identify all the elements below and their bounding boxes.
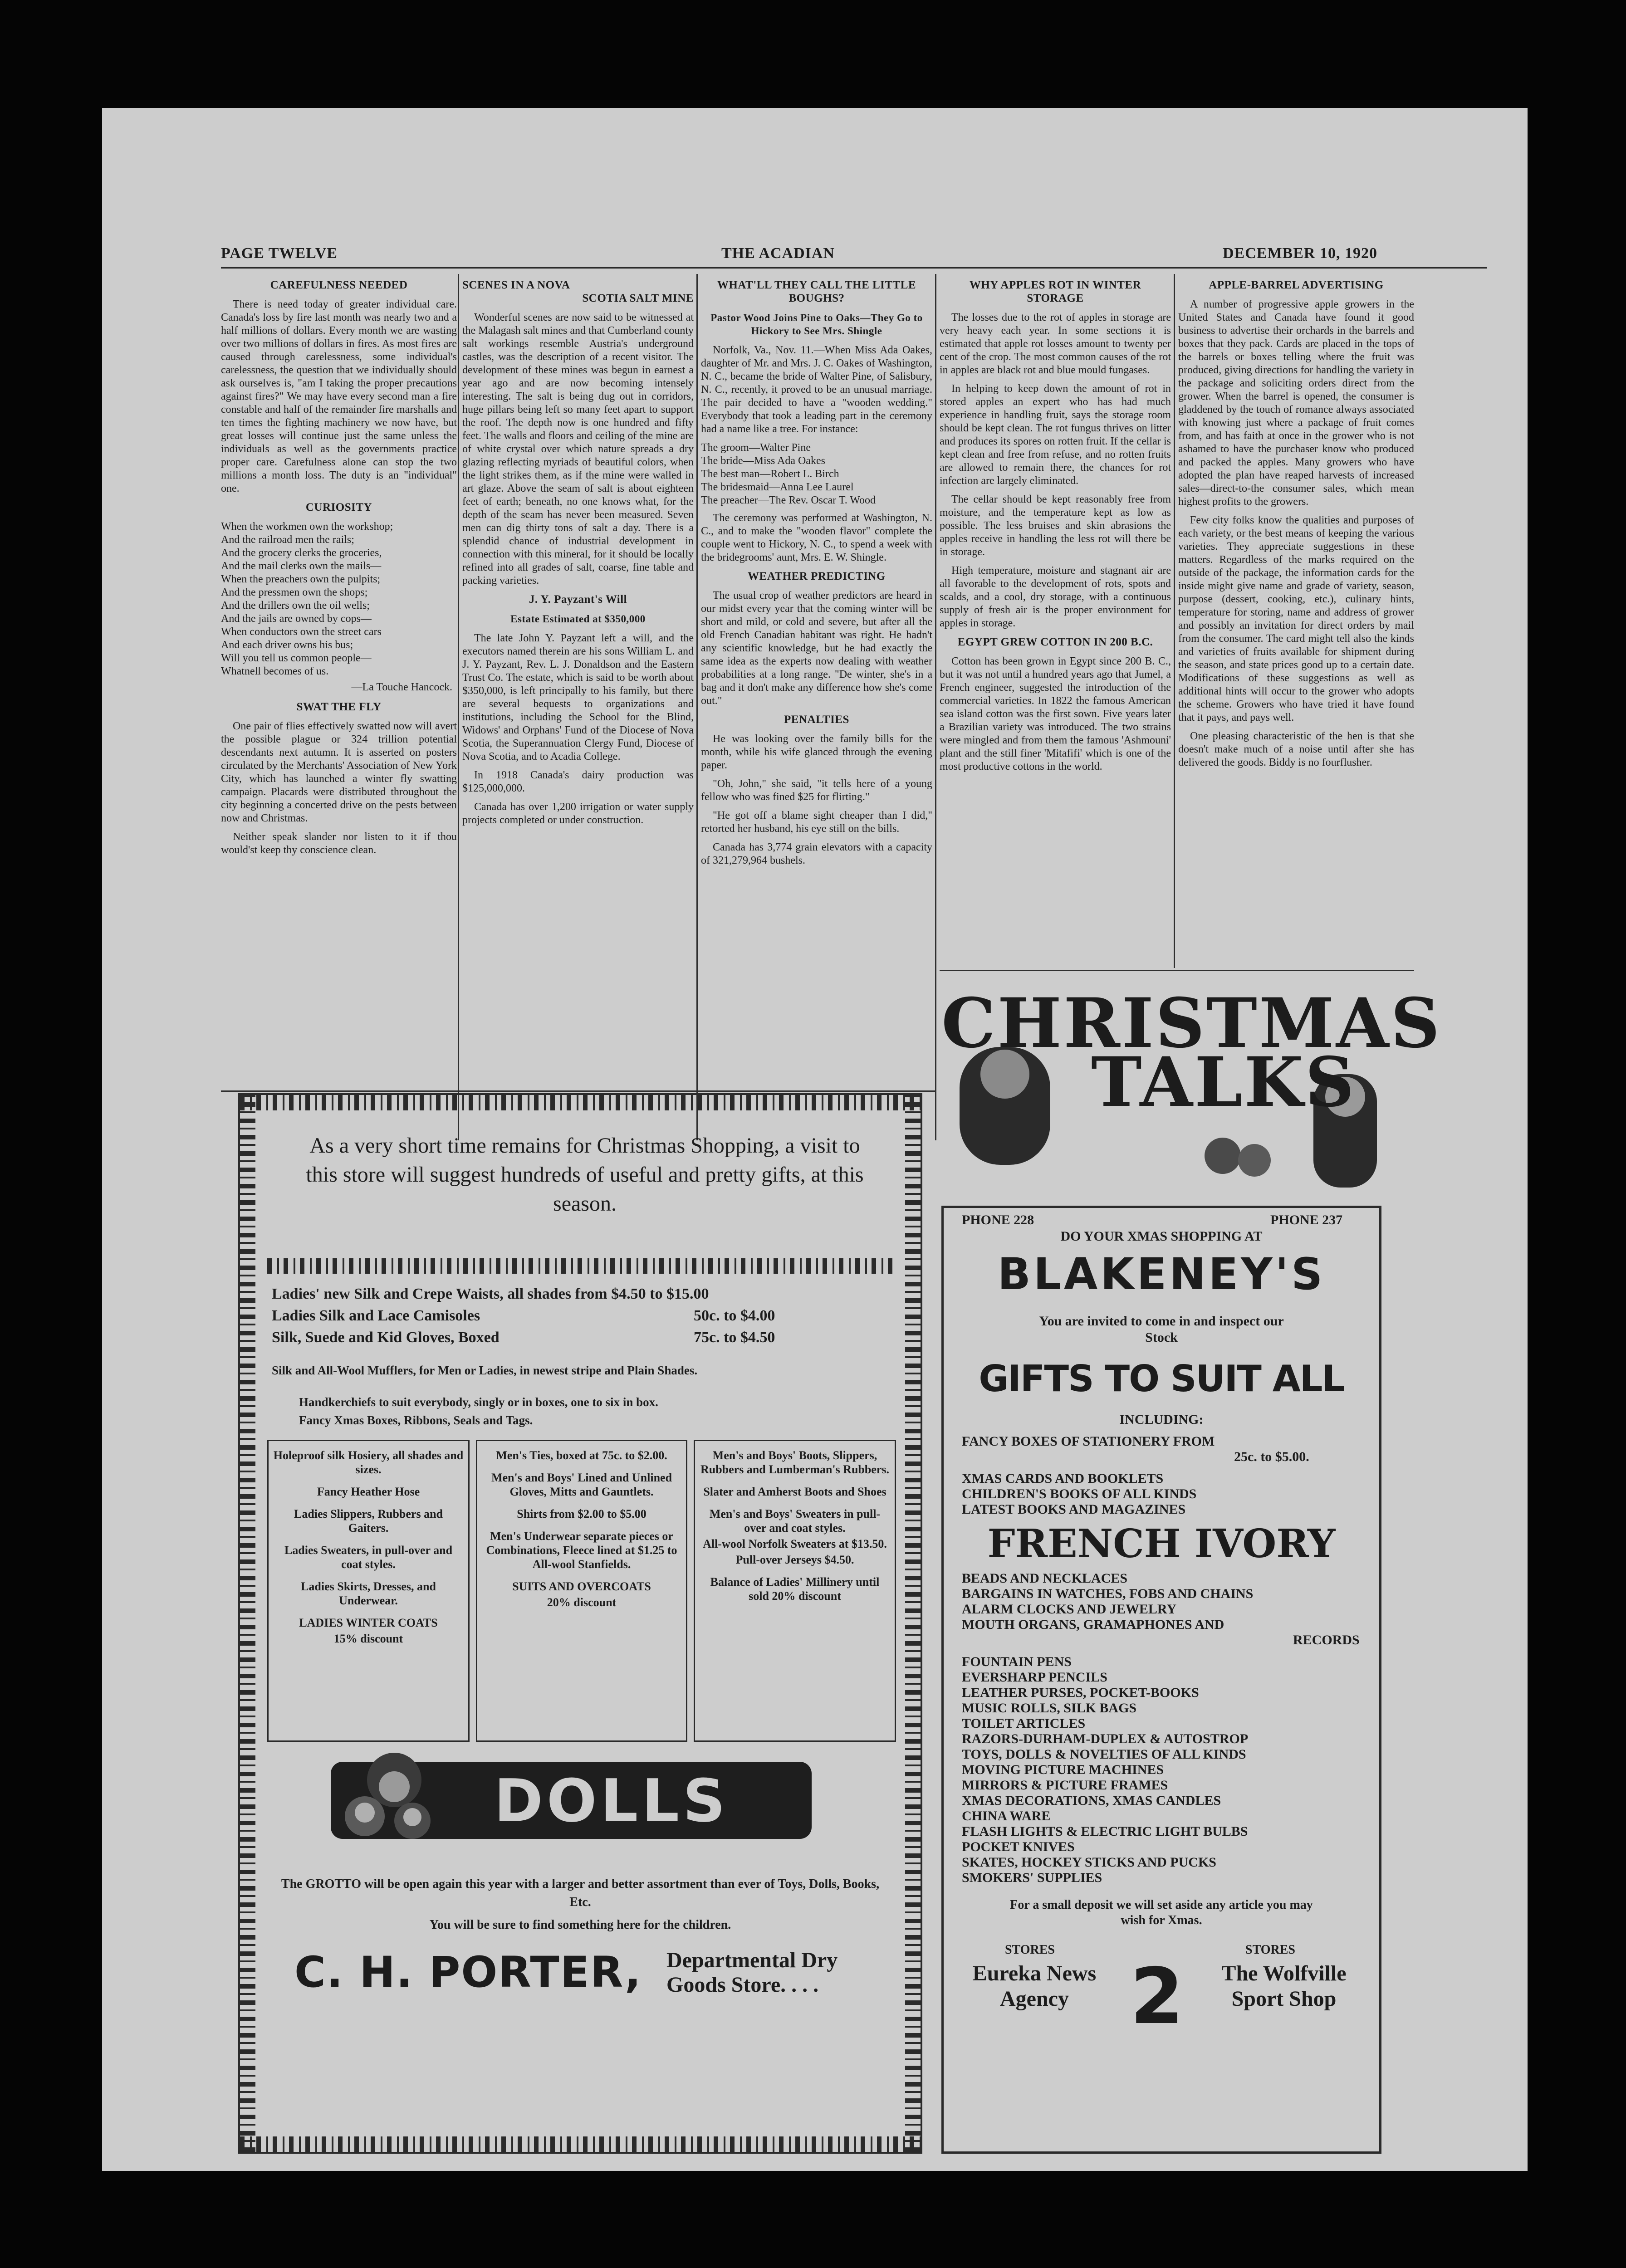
list-item: CHILDREN'S BOOKS OF ALL KINDS <box>962 1486 1197 1501</box>
issue-date: DECEMBER 10, 1920 <box>1223 245 1377 262</box>
stationery-price: 25c. to $5.00. <box>1234 1449 1309 1464</box>
headline-egypt-cotton: EGYPT GREW COTTON IN 200 B.C. <box>957 636 1153 648</box>
porter-item: Men's Underwear separate pieces or Combinations, Fleece lined at $1.25 to All-wool Stanfields. <box>486 1530 677 1571</box>
poem-line: And the railroad men the rails; <box>221 534 354 546</box>
porter-item: SUITS AND OVERCOATS <box>512 1580 651 1593</box>
subhead-wooden-wedding: Pastor Wood Joins Pine to Oaks—They Go to Hickory to See Mrs. Shingle <box>710 312 923 337</box>
list-item: RAZORS-DURHAM-DUPLEX & AUTOSTROP <box>962 1731 1249 1746</box>
list-item: LEATHER PURSES, POCKET-BOOKS <box>962 1685 1199 1700</box>
masthead: THE ACADIAN <box>721 245 835 262</box>
two-stores-number: 2 <box>1130 1952 1184 2042</box>
column-2 <box>462 274 694 1145</box>
headline-swat-the-fly: SWAT THE FLY <box>296 701 382 713</box>
headline-penalties: PENALTIES <box>784 714 849 726</box>
porter-handkerchiefs: Handkerchiefs to suit everybody, singly or in boxes, one to six in box. <box>299 1395 658 1409</box>
stationery-line: FANCY BOXES OF STATIONERY FROM <box>962 1434 1215 1449</box>
poem-line: When conductors own the street cars <box>221 626 382 638</box>
border-fret <box>267 1258 893 1274</box>
article-weather: The usual crop of weather predictors are heard in our midst every year that the coming winter will be short and mild, or cold and severe, but after all the old French Canadian habitant was right. He hadn't any scientific knowledge, but he had exactly the same idea as the experts now dealing with weather probabilities at a long range. "De winter, she's in a bag and it don't make any difference how she's come out." <box>701 590 932 707</box>
poem-line: Will you tell us common people— <box>221 652 372 664</box>
list-item: MOVING PICTURE MACHINES <box>962 1762 1164 1777</box>
porter-grotto: The GROTTO will be open again this year with a larger and better assortment than ever of Toys, Dolls, Books, Etc. <box>281 1877 880 1909</box>
poem-line: And the pressmen own the shops; <box>221 587 368 598</box>
ad-separator <box>221 1090 935 1092</box>
filler-grain-elevators: Canada has 3,774 grain elevators with a capacity of 321,279,964 bushels. <box>701 841 932 866</box>
border-fret <box>240 1095 255 2152</box>
poem-line: And the drillers own the oil wells; <box>221 600 370 611</box>
list-item: BARGAINS IN WATCHES, FOBS AND CHAINS <box>962 1586 1254 1601</box>
poem-line: When the preachers own the pulpits; <box>221 573 381 585</box>
list-item: MIRRORS & PICTURE FRAMES <box>962 1778 1168 1793</box>
headline-salt-mine-2: SCOTIA SALT MINE <box>582 292 694 304</box>
porter-item: Holeproof silk Hosiery, all shades and sizes. <box>273 1449 464 1476</box>
page-number: PAGE TWELVE <box>221 245 338 262</box>
headline-apple-barrel: APPLE-BARREL ADVERTISING <box>1209 279 1384 291</box>
porter-footwear-box <box>694 1440 896 1742</box>
poem-line: And the jails are owned by cops— <box>221 613 372 625</box>
column-divider <box>935 274 936 1140</box>
poem-line: And the grocery clerks the groceries, <box>221 547 382 559</box>
filler-irrigation: Canada has over 1,200 irrigation or water supply projects completed or under construction. <box>462 801 694 826</box>
porter-item: Shirts from $2.00 to $5.00 <box>517 1507 646 1520</box>
poem-line: And each driver owns his bus; <box>221 639 353 651</box>
porter-mufflers: Silk and All-Wool Mufflers, for Men or Ladies, in newest stripe and Plain Shades. <box>272 1364 698 1377</box>
column-5 <box>1178 274 1414 968</box>
article-apples-rot-2: In helping to keep down the amount of rot in stored apples an expert who has had much experience in handling fruit, says the storage room should be kept clean. The rot fungus thrives on litter and produces its spores on rotten fruit. If the cellar is kept clean and free from refuse, and no rotten fruits are allowed to remain there, the chances for rot infection are largely eliminated. <box>940 383 1171 487</box>
list-item: LATEST BOOKS AND MAGAZINES <box>962 1502 1186 1517</box>
porter-item: Pull-over Jerseys $4.50. <box>735 1553 854 1566</box>
gifts-to-suit-all: GIFTS TO SUIT ALL <box>979 1358 1344 1400</box>
porter-item: Balance of Ladies' Millinery until sold 20% discount <box>710 1575 880 1603</box>
store-eureka-2: Agency <box>1000 1987 1069 2011</box>
porter-item: Men's and Boys' Sweaters in pull-over and coat styles. <box>709 1507 881 1535</box>
porter-advertisement <box>238 1093 922 2154</box>
subhead-payzant-estate: Estate Estimated at $350,000 <box>510 613 646 625</box>
porter-gloves-price: 75c. to $4.50 <box>694 1329 775 1346</box>
poem-line: And the mail clerks own the mails— <box>221 560 382 572</box>
porter-dept-1: Departmental Dry <box>666 1948 838 1972</box>
list-item: POCKET KNIVES <box>962 1839 1075 1854</box>
border-fret <box>240 1095 921 1110</box>
wedding-party-item: The preacher—The Rev. Oscar T. Wood <box>701 494 876 506</box>
porter-ladies-box <box>267 1440 470 1742</box>
dolls-title: DOLLS <box>494 1766 729 1835</box>
list-item: XMAS CARDS AND BOOKLETS <box>962 1471 1164 1486</box>
headline-curiosity: CURIOSITY <box>305 501 372 513</box>
newspaper-page <box>102 108 1528 2171</box>
list-item: SMOKERS' SUPPLIES <box>962 1870 1102 1885</box>
porter-dept-2: Goods Store. . . . <box>666 1973 819 1997</box>
article-apples-rot-4: High temperature, moisture and stagnant air are all favorable to the development of rots, spots and scalds, and a cool, dry storage, with a continuous supply of fresh air is the proper environment for apples in storage. <box>940 565 1171 629</box>
list-item: EVERSHARP PENCILS <box>962 1670 1107 1685</box>
list-item: SKATES, HOCKEY STICKS AND PUCKS <box>962 1855 1216 1870</box>
records-label: RECORDS <box>1293 1633 1360 1647</box>
headline-little-boughs: WHAT'LL THEY CALL THE LITTLE BOUGHS? <box>717 279 916 304</box>
list-item: MOUTH ORGANS, GRAMAPHONES AND <box>962 1617 1224 1632</box>
blakeney-tagline: DO YOUR XMAS SHOPPING AT <box>1060 1229 1263 1244</box>
border-fret <box>240 2136 921 2152</box>
porter-waists: Ladies' new Silk and Crepe Waists, all shades from $4.50 to $15.00 <box>272 1286 709 1302</box>
column-1 <box>221 274 457 1145</box>
deposit-note: For a small deposit we will set aside any article you may wish for Xmas. <box>1010 1898 1313 1927</box>
porter-camisoles: Ladies Silk and Lace Camisoles <box>272 1307 480 1324</box>
list-item: CHINA WARE <box>962 1809 1051 1823</box>
store-wolfville-1: The Wolfville <box>1221 1961 1347 1985</box>
wedding-party-item: The best man—Robert L. Birch <box>701 468 839 480</box>
border-fret <box>905 1095 921 2152</box>
list-item: TOILET ARTICLES <box>962 1716 1086 1731</box>
porter-item: Men's Ties, boxed at 75c. to $2.00. <box>496 1449 667 1462</box>
column-divider <box>458 274 459 1140</box>
porter-item: Ladies Skirts, Dresses, and Underwear. <box>301 1580 436 1607</box>
porter-store-name: C. H. PORTER, <box>294 1948 642 1997</box>
santa-children-illustration <box>326 1748 453 1848</box>
list-item: FLASH LIGHTS & ELECTRIC LIGHT BULBS <box>962 1824 1248 1839</box>
headline-carefulness: CAREFULNESS NEEDED <box>270 279 408 291</box>
article-swat-the-fly: One pair of flies effectively swatted now will avert the possible plague or 324 trillion potential descendants next autumn. It is asserted on posters circulated by the Merchants' Association of New York City, which has launched a winter fly swatting campaign. Placards were distributed throughout the city beginning a concerted drive on the pests between now and Christmas. <box>221 720 457 824</box>
list-item: BEADS AND NECKLACES <box>962 1571 1128 1586</box>
porter-discount: 15% discount <box>333 1632 403 1645</box>
list-item: ALARM CLOCKS AND JEWELRY <box>962 1602 1177 1617</box>
poem-line: Whatnell becomes of us. <box>221 665 329 677</box>
list-item: FOUNTAIN PENS <box>962 1654 1072 1669</box>
article-penalties-3: "He got off a blame sight cheaper than I did," retorted her husband, his eye still on the bills. <box>701 810 932 835</box>
porter-item: Slater and Amherst Boots and Shoes <box>703 1485 886 1498</box>
porter-discount: 20% discount <box>547 1596 617 1609</box>
article-egypt-cotton: Cotton has been grown in Egypt since 200 B. C., but it was not until a hundred years ago that Jumel, a French engineer, suggested the introduction of the commercial varieties. In 1822 the famous American sea island cotton was the first sown. Five years later a Brazilian variety was introduced. The two strains were mingled and from them the famous 'Ashmouni' plant and the still finer 'Mitafifi' which is one of the most productive cottons in the world. <box>940 655 1171 772</box>
wedding-party-item: The bridesmaid—Anna Lee Laurel <box>701 481 854 493</box>
page-inner <box>102 108 1528 2171</box>
headline-salt-mine-1: SCENES IN A NOVA <box>462 279 570 291</box>
list-item: TOYS, DOLLS & NOVELTIES OF ALL KINDS <box>962 1747 1246 1762</box>
list-item: XMAS DECORATIONS, XMAS CANDLES <box>962 1793 1221 1808</box>
porter-item: LADIES WINTER COATS <box>299 1616 438 1629</box>
article-carefulness: There is need today of greater individual care. Canada's loss by fire last month was nearly two and a half millions of dollars. Every month we are wasting over two millions of dollars in fires. As most fires are caused through carelessness, some individual's carelessness, the question that we individually should ask ourselves is, "am I taking the proper precautions against fires?" We may have every second man a fire constable and half of the remainder fire marshalls and ten times the fighting machinery we now have, but great losses will continue just the same unless the individuals as well as the governments practice proper care. Carefulness alone can stop the two millions a month loss. The duty is an "individual" one. <box>221 298 457 494</box>
porter-grotto-2: You will be sure to find something here for the children. <box>429 1918 731 1932</box>
poem-curiosity <box>221 520 457 678</box>
column-divider <box>1174 274 1175 968</box>
stores-label-2: STORES <box>1245 1943 1295 1957</box>
porter-item: Ladies Sweaters, in pull-over and coat styles. <box>284 1544 453 1571</box>
porter-item: All-wool Norfolk Sweaters at $13.50. <box>703 1537 887 1550</box>
header-rule <box>221 267 1487 269</box>
headline-payzant-will: J. Y. Payzant's Will <box>529 593 627 606</box>
list-item: MUSIC ROLLS, SILK BAGS <box>962 1701 1137 1716</box>
wedding-party-list <box>701 441 932 507</box>
filler-slander: Neither speak slander nor listen to it if thou would'st keep thy conscience clean. <box>221 831 457 856</box>
article-wooden-wedding-2: The ceremony was performed at Washington, N. C., and to make the "wooden flavor" complete the couple went to Hickory, N. C., to spend a week with the bridegrooms' aunt, Mrs. E. W. Shingle. <box>701 512 932 563</box>
stores-label-1: STORES <box>1005 1943 1055 1957</box>
column-4 <box>940 274 1171 968</box>
porter-xmas-boxes: Fancy Xmas Boxes, Ribbons, Seals and Tags. <box>299 1413 533 1427</box>
article-payzant-will: The late John Y. Payzant left a will, and the executors named therein are his sons William L. and J. Y. Payzant, Rev. L. J. Donaldson and the Eastern Trust Co. The estate, which is said to be worth about $350,000, is left principally to his family, but there are several bequests to organizations and institutions, including the School for the Blind, Widows' and Orphans' Fund of the Diocese of Nova Scotia, the Superannuation Clergy Fund, Diocese of Nova Scotia, and to Acadia College. <box>462 632 694 763</box>
porter-gloves: Silk, Suede and Kid Gloves, Boxed <box>272 1329 500 1346</box>
article-apple-barrel-1: A number of progressive apple growers in the United States and Canada have found it good business to advertise their orchards in the barrels and boxes that they pack. Cards are placed in the tops of the barrels or boxes telling where the fruit was produced, giving directions for handling the variety in the package and soliciting orders direct from the grower. When the barrel is opened, the consumer is gladdened by the touch of romance always associated with knowing just where a package of fruit comes from, and has faith at once in the grower who is not ashamed to have the purchaser know who produced and packed the apples. Many growers who have adopted the plan have reaped harvests of increased sales—direct-to-the consumer sales, which mean highest profits to the growers. <box>1178 298 1414 508</box>
article-penalties-1: He was looking over the family bills for the month, while his wife glanced through the evening paper. <box>701 733 932 771</box>
phone-2: PHONE 237 <box>1270 1212 1343 1227</box>
article-apples-rot-3: The cellar should be kept reasonably free from moisture, and the temperature kept as low as possible. The less bruises and skin abrasions the apples receive in handling the less rot will there be in storage. <box>940 494 1171 558</box>
porter-item: Men's and Boys' Boots, Slippers, Rubbers and Lumberman's Rubbers. <box>700 1449 890 1476</box>
talks-title: TALKS <box>1091 1042 1356 1122</box>
porter-item: Fancy Heather Hose <box>317 1485 420 1498</box>
porter-mens-box <box>476 1440 687 1742</box>
wedding-party-item: The bride—Miss Ada Oakes <box>701 455 825 467</box>
headline-apples-rot: WHY APPLES ROT IN WINTER STORAGE <box>969 279 1141 304</box>
filler-hen: One pleasing characteristic of the hen is that she doesn't make much of a noise until after she has delivered the goods. Biddy is no fourflusher. <box>1178 730 1414 768</box>
headline-weather: WEATHER PREDICTING <box>748 570 886 582</box>
french-ivory: FRENCH IVORY <box>987 1521 1336 1567</box>
store-eureka-1: Eureka News <box>972 1961 1097 1985</box>
porter-item: Ladies Slippers, Rubbers and Gaiters. <box>294 1507 443 1535</box>
store-wolfville-2: Sport Shop <box>1231 1987 1337 2011</box>
column-divider <box>696 274 698 1140</box>
poem-line: When the workmen own the workshop; <box>221 521 393 533</box>
column-3 <box>701 274 932 1145</box>
article-wooden-wedding: Norfolk, Va., Nov. 11.—When Miss Ada Oakes, daughter of Mr. and Mrs. J. C. Oakes of Washington, N. C., became the bride of Walter Pine, of Salisbury, N. C., recently, it proved to be an unusual marriage. The pair decided to have a "wooden wedding." Everybody that took a leading part in the ceremony had a name like a tree. For instance: <box>701 344 932 435</box>
including-label: INCLUDING: <box>1119 1412 1204 1427</box>
article-salt-mine: Wonderful scenes are now said to be witnessed at the Malagash salt mines and that Cumberland county salt workings resemble Austria's underground castles, was the description of a recent visitor. The development of these mines was begun in earnest a year ago and are now becoming intensely interesting. The salt is being dug out in corridors, huge pillars being left so many feet apart to support the roof. The depth now is one hundred and fifty feet. The walls and floors and ceiling of the mine are of white crystal over which nature spreads a dry glazing reflecting myriads of beautiful colors, when the light strikes them, as if the mine were walled in art glaze. Above the seam of salt is about eighteen feet of earth; beneath, no one knows what, for the depth of the seam has never been measured. Seven men can dig thirty tons of salt a day. There is a splendid chance of industrial development in connection with this mineral, for it should be locally refined into all grades of salt, coarse, fine table and packing varieties. <box>462 312 694 587</box>
wedding-party-item: The groom—Walter Pine <box>701 442 811 454</box>
christmas-title: CHRISTMAS <box>941 983 1442 1063</box>
porter-item: Men's and Boys' Lined and Unlined Gloves, Mitts and Gauntlets. <box>491 1471 672 1498</box>
article-apples-rot-1: The losses due to the rot of apples in storage are very heavy each year. In some sections it is estimated that apple rot losses amount to twenty per cent of the crop. The most common causes of the rot in apples are black rot and blue mould fungases. <box>940 312 1171 376</box>
article-penalties-2: "Oh, John," she said, "it tells here of a young fellow who was fined $25 for flirting." <box>701 778 932 803</box>
article-apple-barrel-2: Few city folks know the qualities and purposes of each variety, or the best means of keeping the various varieties. They appreciate suggestions in these matters. Regardless of the marks required on the outside of the package, the information cards for the inside might give name and grade of variety, season, purpose (dessert, cooking, etc.), culinary hints, temperature for storing, name and address of grower and possibly an invitation for direct orders by mail from the consumer. The card might tell also the kinds and varieties of fruits available for shipment during the season, and state prices good up to a certain date. Modifications of these suggestions as well as additional hints will occur to the grower who adopts the scheme. Growers who have tried it have found that it pays, and pays well. <box>1178 514 1414 723</box>
phone-1: PHONE 228 <box>962 1212 1034 1227</box>
poem-signature: —La Touche Hancock. <box>351 681 452 693</box>
porter-intro: As a very short time remains for Christmas Shopping, a visit to this store will suggest hundreds of useful and pretty gifts, at this season. <box>306 1134 864 1216</box>
blakeney-advertisement <box>941 1206 1381 2154</box>
ad-separator <box>940 970 1414 971</box>
blakeney-invite: You are invited to come in and inspect our Stock <box>1039 1314 1284 1345</box>
filler-dairy: In 1918 Canada's dairy production was $125,000,000. <box>462 769 694 794</box>
porter-camisoles-price: 50c. to $4.00 <box>694 1307 775 1324</box>
blakeney-name: BLAKENEY'S <box>997 1249 1326 1300</box>
